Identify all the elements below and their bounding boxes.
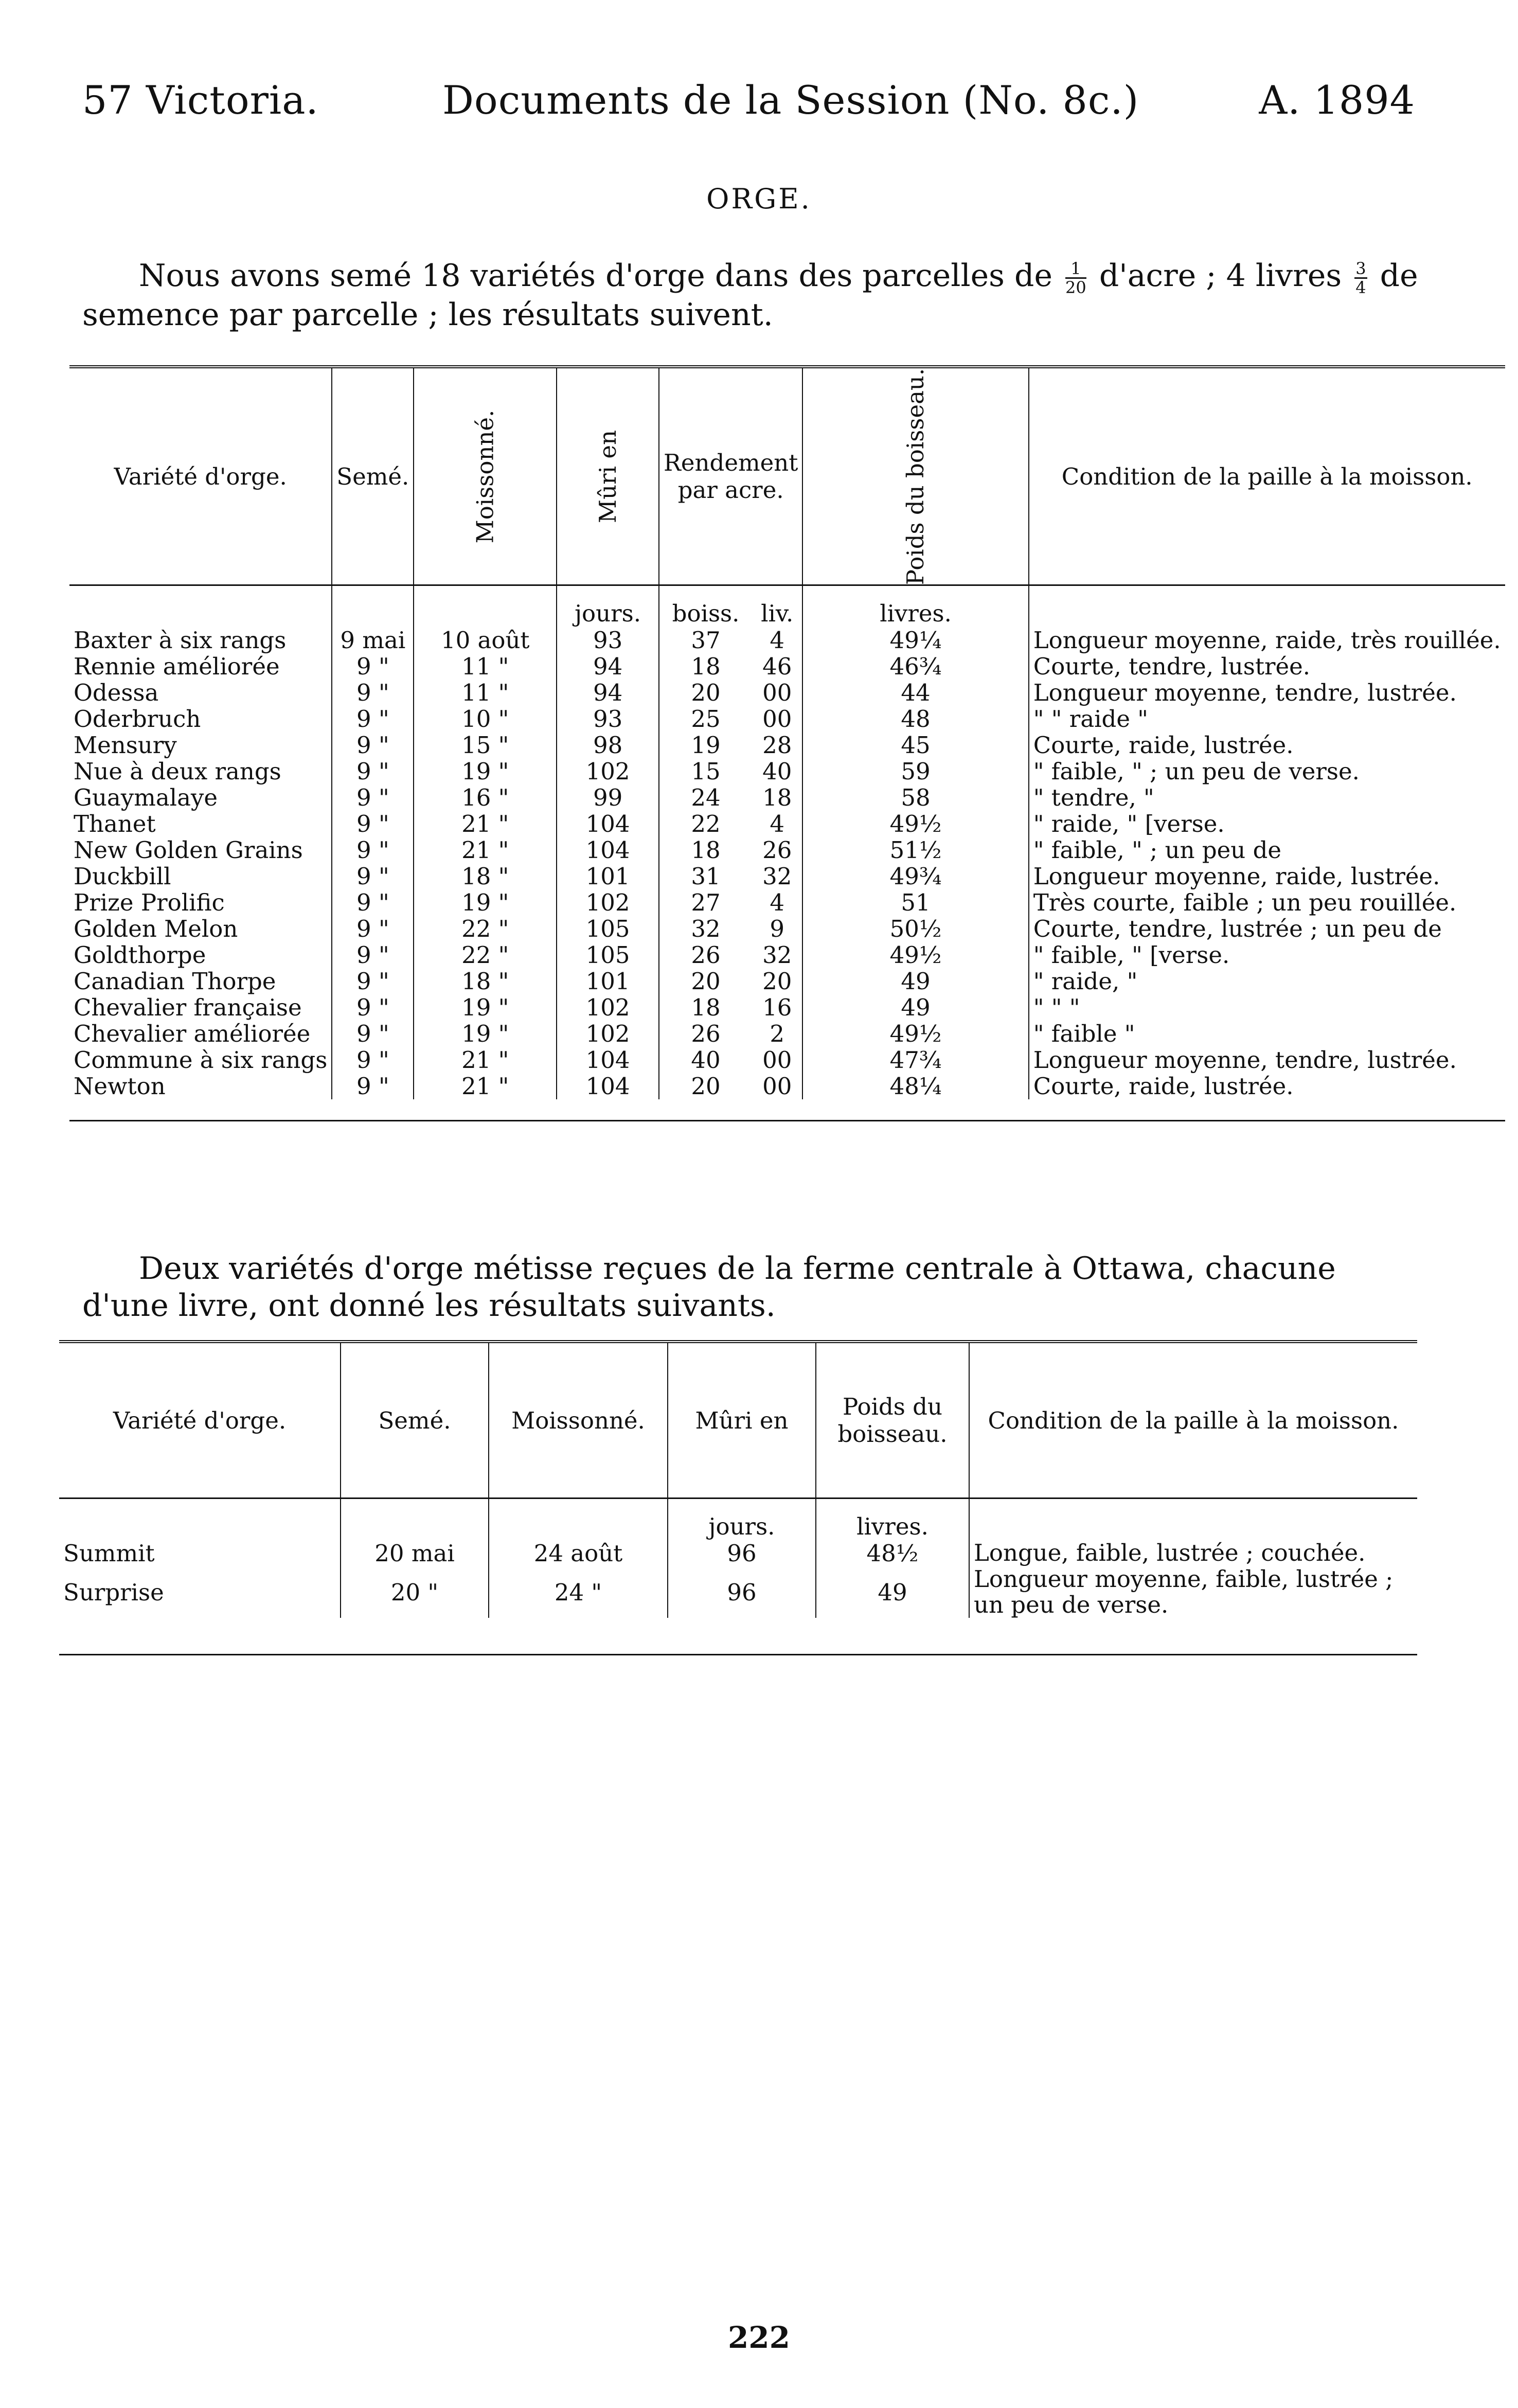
frac2-den: 4 bbox=[1355, 277, 1366, 297]
table-row bbox=[69, 784, 1505, 811]
harvested-cell: 19 " bbox=[414, 758, 557, 784]
weight-cell: 59 bbox=[802, 758, 1028, 784]
variety-cell: Rennie améliorée bbox=[74, 653, 280, 680]
weight-cell: 50½ bbox=[802, 916, 1028, 942]
pounds-cell: 00 bbox=[762, 705, 792, 733]
sown-cell: 9 " bbox=[332, 889, 414, 916]
days-cell: 101 bbox=[557, 863, 659, 889]
sown-cell: 9 " bbox=[332, 784, 414, 811]
weight-cell: 49¾ bbox=[802, 863, 1028, 889]
intro-text-1: Nous avons semé 18 variétés d'orge dans des parcelles de bbox=[139, 258, 1052, 294]
frac-num: 1 bbox=[1065, 260, 1086, 279]
page-number: 222 bbox=[727, 2320, 791, 2355]
col-sown: Semé. bbox=[332, 367, 414, 585]
condition-cell: " tendre, " bbox=[1029, 784, 1505, 811]
days-cell: 105 bbox=[557, 916, 659, 942]
pounds-cell: 4 bbox=[770, 627, 785, 654]
variety-cell: Canadian Thorpe bbox=[74, 968, 276, 995]
t2-col-harvested: Moissonné. bbox=[489, 1342, 668, 1499]
pounds-cell: 18 bbox=[762, 784, 792, 811]
condition-cell: Longueur moyenne, faible, lustrée ; un peu de verse. bbox=[969, 1566, 1417, 1618]
bushels-cell: 26 bbox=[659, 942, 752, 968]
bushels-cell: 27 bbox=[659, 889, 752, 916]
condition-cell: " faible, " ; un peu de bbox=[1029, 837, 1505, 863]
bushels-cell: 37 bbox=[659, 627, 752, 653]
pounds-cell: 4 bbox=[770, 810, 785, 837]
unit-pounds: liv. bbox=[761, 600, 794, 627]
weight-cell: 51½ bbox=[802, 837, 1028, 863]
weight-cell: 51 bbox=[802, 889, 1028, 916]
header-right: A. 1894 bbox=[1259, 77, 1415, 123]
pounds-cell: 2 bbox=[770, 1020, 785, 1047]
variety-cell: Surprise bbox=[63, 1578, 164, 1606]
harvested-cell: 19 " bbox=[414, 994, 557, 1021]
pounds-cell: 46 bbox=[762, 653, 792, 680]
weight-cell: 49 bbox=[802, 968, 1028, 994]
days-cell: 102 bbox=[557, 758, 659, 784]
variety-cell: Chevalier améliorée bbox=[74, 1020, 311, 1047]
table-row bbox=[69, 1047, 1505, 1073]
days-cell: 93 bbox=[557, 627, 659, 653]
variety-cell: Prize Prolific bbox=[74, 889, 225, 916]
days-cell: 94 bbox=[557, 680, 659, 706]
variety-cell: Summit bbox=[63, 1540, 155, 1567]
intro-paragraph bbox=[82, 257, 1430, 333]
sown-cell: 20 mai bbox=[341, 1540, 489, 1566]
harvested-label: Moissonné. bbox=[471, 409, 499, 543]
weight-cell: 49½ bbox=[802, 1021, 1028, 1047]
pounds-cell: 16 bbox=[762, 994, 792, 1021]
weight-cell: 47¾ bbox=[802, 1047, 1028, 1073]
weight-cell: 46¾ bbox=[802, 653, 1028, 680]
days-cell: 105 bbox=[557, 942, 659, 968]
condition-cell: " " " bbox=[1029, 994, 1505, 1021]
intro-text-3: de semence par parcelle ; les résultats suivent. bbox=[82, 258, 1418, 333]
sown-cell: 9 " bbox=[332, 994, 414, 1021]
harvested-cell: 11 " bbox=[414, 653, 557, 680]
harvested-cell: 10 " bbox=[414, 706, 557, 732]
pounds-cell: 4 bbox=[770, 889, 785, 916]
days-cell: 101 bbox=[557, 968, 659, 994]
bushels-cell: 18 bbox=[659, 994, 752, 1021]
condition-cell: Courte, raide, lustrée. bbox=[1029, 732, 1505, 758]
bushels-cell: 32 bbox=[659, 916, 752, 942]
sown-cell: 20 " bbox=[341, 1566, 489, 1618]
variety-cell: Newton bbox=[74, 1073, 166, 1100]
bushels-cell: 18 bbox=[659, 653, 752, 680]
header-left: 57 Victoria. bbox=[82, 77, 319, 123]
condition-cell: Courte, tendre, lustrée ; un peu de bbox=[1029, 916, 1505, 942]
condition-cell: Longueur moyenne, tendre, lustrée. bbox=[1029, 1047, 1505, 1073]
condition-cell: Longueur moyenne, raide, très rouillée. bbox=[1029, 627, 1505, 653]
header-center: Documents de la Session (No. 8c.) bbox=[442, 77, 1139, 123]
fraction-three-quarters bbox=[1354, 260, 1367, 296]
condition-cell: Longueur moyenne, tendre, lustrée. bbox=[1029, 680, 1505, 706]
bushels-cell: 19 bbox=[659, 732, 752, 758]
sown-cell: 9 " bbox=[332, 1047, 414, 1073]
pounds-cell: 00 bbox=[762, 679, 792, 706]
table-row bbox=[69, 942, 1505, 968]
weight-label: Poids du boisseau. bbox=[902, 368, 930, 585]
bushels-cell: 20 bbox=[659, 1073, 752, 1099]
condition-cell: " raide, " bbox=[1029, 968, 1505, 994]
days-cell: 98 bbox=[557, 732, 659, 758]
sown-cell: 9 " bbox=[332, 680, 414, 706]
table-row bbox=[69, 627, 1505, 653]
col-weight bbox=[802, 367, 1028, 585]
pounds-cell: 32 bbox=[762, 941, 792, 969]
variety-cell: Oderbruch bbox=[74, 705, 201, 733]
days-cell: 104 bbox=[557, 1073, 659, 1099]
variety-cell: Goldthorpe bbox=[74, 941, 206, 969]
variety-cell: New Golden Grains bbox=[74, 836, 303, 864]
col-harvested bbox=[414, 367, 557, 585]
t2-col-ripe: Mûri en bbox=[668, 1342, 816, 1499]
t2-col-sown: Semé. bbox=[341, 1342, 489, 1499]
ripe-label: Mûri en bbox=[594, 430, 622, 523]
condition-cell: Longue, faible, lustrée ; couchée. bbox=[969, 1540, 1417, 1566]
sown-cell: 9 " bbox=[332, 732, 414, 758]
harvested-cell: 21 " bbox=[414, 811, 557, 837]
table-header-row bbox=[69, 367, 1505, 585]
harvested-cell: 22 " bbox=[414, 942, 557, 968]
col-variety: Variété d'orge. bbox=[69, 367, 332, 585]
harvested-cell: 11 " bbox=[414, 680, 557, 706]
days-cell: 99 bbox=[557, 784, 659, 811]
col-yield: Rendement par acre. bbox=[659, 367, 802, 585]
sown-cell: 9 " bbox=[332, 758, 414, 784]
sown-cell: 9 " bbox=[332, 1021, 414, 1047]
hybrid-results-table bbox=[59, 1340, 1417, 1655]
table-row bbox=[69, 1073, 1505, 1099]
weight-cell: 49½ bbox=[802, 811, 1028, 837]
pounds-cell: 00 bbox=[762, 1073, 792, 1100]
bushels-cell: 20 bbox=[659, 968, 752, 994]
sown-cell: 9 mai bbox=[332, 627, 414, 653]
intro-text-2: d'acre ; 4 livres bbox=[1099, 258, 1342, 294]
col-condition: Condition de la paille à la moisson. bbox=[1029, 367, 1505, 585]
weight-cell: 58 bbox=[802, 784, 1028, 811]
harvested-cell: 22 " bbox=[414, 916, 557, 942]
days-cell: 102 bbox=[557, 994, 659, 1021]
condition-cell: " raide, " [verse. bbox=[1029, 811, 1505, 837]
variety-cell: Chevalier française bbox=[74, 994, 302, 1021]
table-row bbox=[69, 758, 1505, 784]
weight-cell: 49 bbox=[816, 1566, 969, 1618]
t2-units-row bbox=[59, 1499, 1417, 1541]
bushels-cell: 26 bbox=[659, 1021, 752, 1047]
table-row bbox=[69, 680, 1505, 706]
days-cell: 94 bbox=[557, 653, 659, 680]
section-title: ORGE. bbox=[706, 183, 812, 215]
table-row bbox=[69, 653, 1505, 680]
units-row bbox=[69, 585, 1505, 628]
table-row bbox=[69, 1021, 1505, 1047]
table-row bbox=[69, 916, 1505, 942]
sown-cell: 9 " bbox=[332, 706, 414, 732]
condition-cell: Courte, raide, lustrée. bbox=[1029, 1073, 1505, 1099]
pounds-cell: 28 bbox=[762, 732, 792, 759]
harvested-cell: 19 " bbox=[414, 1021, 557, 1047]
days-cell: 96 bbox=[668, 1540, 816, 1566]
table-row bbox=[69, 732, 1505, 758]
sown-cell: 9 " bbox=[332, 837, 414, 863]
harvested-cell: 19 " bbox=[414, 889, 557, 916]
table2-row bbox=[59, 1566, 1417, 1618]
pounds-cell: 20 bbox=[762, 968, 792, 995]
table-row bbox=[69, 863, 1505, 889]
pounds-cell: 40 bbox=[762, 758, 792, 785]
variety-cell: Thanet bbox=[74, 810, 156, 837]
days-cell: 102 bbox=[557, 1021, 659, 1047]
days-cell: 104 bbox=[557, 811, 659, 837]
sown-cell: 9 " bbox=[332, 968, 414, 994]
bushels-cell: 15 bbox=[659, 758, 752, 784]
pounds-cell: 26 bbox=[762, 836, 792, 864]
sown-cell: 9 " bbox=[332, 653, 414, 680]
weight-cell: 49¼ bbox=[802, 627, 1028, 653]
table2-row bbox=[59, 1540, 1417, 1566]
t2-col-weight: Poids du boisseau. bbox=[816, 1342, 969, 1499]
weight-cell: 45 bbox=[802, 732, 1028, 758]
table2-body bbox=[59, 1540, 1417, 1618]
sown-cell: 9 " bbox=[332, 863, 414, 889]
days-cell: 93 bbox=[557, 706, 659, 732]
frac2-num: 3 bbox=[1355, 258, 1366, 278]
pounds-cell: 9 bbox=[770, 915, 785, 942]
variety-cell: Guaymalaye bbox=[74, 784, 218, 811]
t2-unit-days: jours. bbox=[668, 1499, 816, 1541]
variety-cell: Odessa bbox=[74, 679, 159, 706]
frac-den: 20 bbox=[1065, 277, 1086, 297]
variety-cell: Baxter à six rangs bbox=[74, 627, 287, 654]
bushels-cell: 40 bbox=[659, 1047, 752, 1073]
unit-bushels: boiss. bbox=[659, 585, 752, 628]
t2-col-variety: Variété d'orge. bbox=[59, 1342, 341, 1499]
table-row bbox=[69, 968, 1505, 994]
harvested-cell: 16 " bbox=[414, 784, 557, 811]
weight-cell: 49 bbox=[802, 994, 1028, 1021]
bushels-cell: 31 bbox=[659, 863, 752, 889]
bushels-cell: 24 bbox=[659, 784, 752, 811]
second-intro-text: Deux variétés d'orge métisse reçues de la ferme centrale à Ottawa, chacune d'une livre, ont donné les résultats suivants. bbox=[82, 1251, 1336, 1324]
condition-cell: Longueur moyenne, raide, lustrée. bbox=[1029, 863, 1505, 889]
weight-cell: 44 bbox=[802, 680, 1028, 706]
bushels-cell: 20 bbox=[659, 680, 752, 706]
variety-cell: Golden Melon bbox=[74, 915, 238, 942]
condition-cell: " " raide " bbox=[1029, 706, 1505, 732]
pounds-cell: 00 bbox=[762, 1046, 792, 1074]
harvested-cell: 21 " bbox=[414, 1047, 557, 1073]
condition-cell: Très courte, faible ; un peu rouillée. bbox=[1029, 889, 1505, 916]
pounds-cell: 32 bbox=[762, 863, 792, 890]
table2-header-row bbox=[59, 1342, 1417, 1499]
days-cell: 96 bbox=[668, 1566, 816, 1618]
variety-cell: Duckbill bbox=[74, 863, 171, 890]
harvested-cell: 24 août bbox=[489, 1540, 668, 1566]
table-row bbox=[69, 706, 1505, 732]
table-row bbox=[69, 811, 1505, 837]
weight-cell: 49½ bbox=[802, 942, 1028, 968]
variety-cell: Mensury bbox=[74, 732, 177, 759]
condition-cell: Courte, tendre, lustrée. bbox=[1029, 653, 1505, 680]
unit-days: jours. bbox=[557, 585, 659, 628]
sown-cell: 9 " bbox=[332, 916, 414, 942]
second-intro-paragraph bbox=[82, 1250, 1430, 1324]
harvested-cell: 24 " bbox=[489, 1566, 668, 1618]
col-ripe bbox=[557, 367, 659, 585]
table-row bbox=[69, 994, 1505, 1021]
harvested-cell: 18 " bbox=[414, 863, 557, 889]
weight-cell: 48¼ bbox=[802, 1073, 1028, 1099]
t2-unit-livres: livres. bbox=[816, 1499, 969, 1541]
t2-col-condition: Condition de la paille à la moisson. bbox=[969, 1342, 1417, 1499]
sown-cell: 9 " bbox=[332, 942, 414, 968]
sown-cell: 9 " bbox=[332, 1073, 414, 1099]
table-row bbox=[69, 889, 1505, 916]
bushels-cell: 25 bbox=[659, 706, 752, 732]
unit-livres: livres. bbox=[802, 585, 1028, 628]
weight-cell: 48 bbox=[802, 706, 1028, 732]
sown-cell: 9 " bbox=[332, 811, 414, 837]
harvested-cell: 10 août bbox=[414, 627, 557, 653]
variety-cell: Commune à six rangs bbox=[74, 1046, 328, 1074]
table-row bbox=[69, 837, 1505, 863]
condition-cell: " faible " bbox=[1029, 1021, 1505, 1047]
days-cell: 104 bbox=[557, 837, 659, 863]
harvested-cell: 21 " bbox=[414, 837, 557, 863]
fraction-twentieth bbox=[1065, 260, 1086, 296]
bushels-cell: 22 bbox=[659, 811, 752, 837]
condition-cell: " faible, " ; un peu de verse. bbox=[1029, 758, 1505, 784]
days-cell: 104 bbox=[557, 1047, 659, 1073]
results-table bbox=[69, 365, 1505, 1121]
weight-cell: 48½ bbox=[816, 1540, 969, 1566]
days-cell: 102 bbox=[557, 889, 659, 916]
condition-cell: " faible, " [verse. bbox=[1029, 942, 1505, 968]
bushels-cell: 18 bbox=[659, 837, 752, 863]
harvested-cell: 18 " bbox=[414, 968, 557, 994]
harvested-cell: 15 " bbox=[414, 732, 557, 758]
table-body bbox=[69, 627, 1505, 1099]
harvested-cell: 21 " bbox=[414, 1073, 557, 1099]
variety-cell: Nue à deux rangs bbox=[74, 758, 281, 785]
